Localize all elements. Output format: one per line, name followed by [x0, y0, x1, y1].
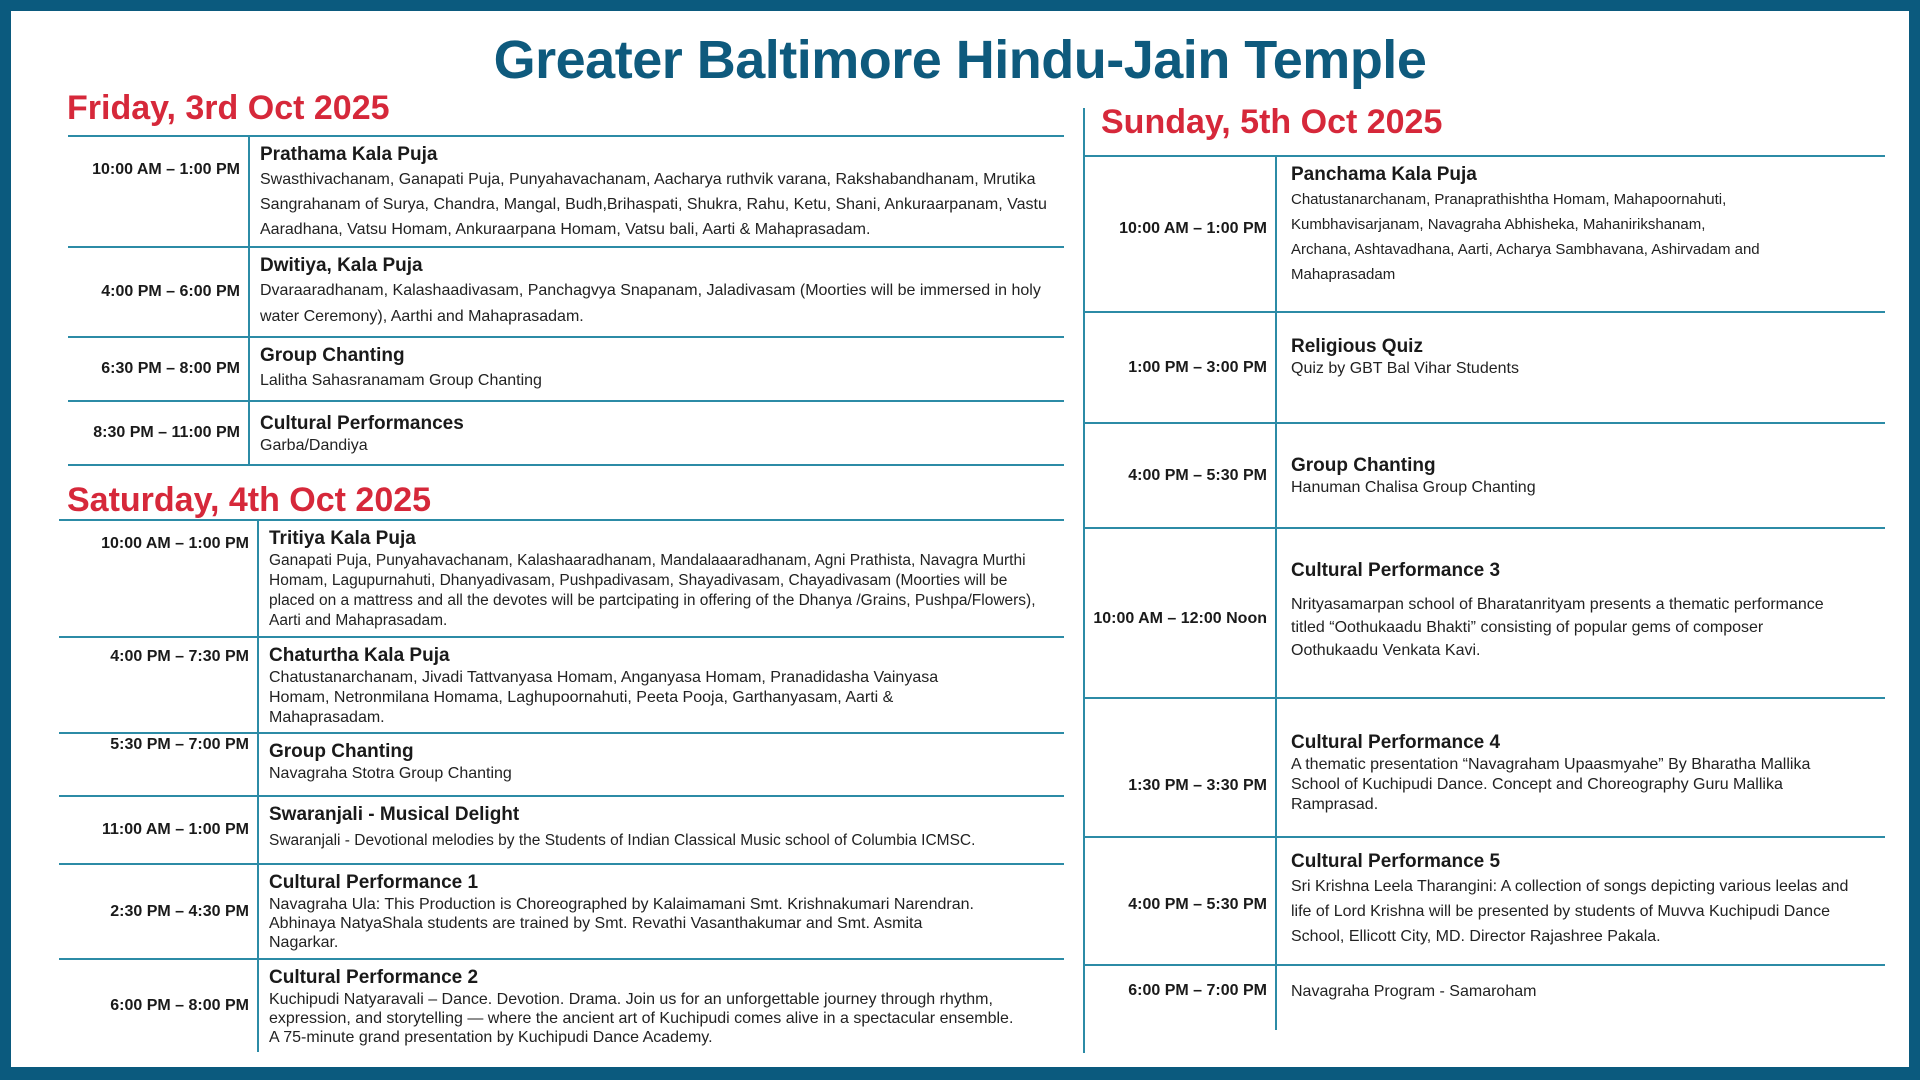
event-time: 4:00 PM – 6:00 PM: [101, 283, 240, 300]
event-title: Dwitiya, Kala Puja: [260, 255, 423, 276]
event-body: [1275, 529, 1885, 697]
event-body: [257, 797, 1064, 863]
event-body: [1275, 157, 1885, 311]
event-time: 6:00 PM – 8:00 PM: [110, 997, 249, 1014]
schedule-row: [1083, 699, 1885, 838]
sunday-schedule: [1083, 155, 1885, 1030]
event-body: [248, 338, 1064, 400]
schedule-row: [59, 865, 1064, 960]
event-title: Cultural Performance 2: [269, 967, 479, 988]
event-body: [248, 402, 1064, 464]
event-description: Swasthivachanam, Ganapati Puja, Punyahavachanam, Aacharya ruthvik varana, Rakshabandhanam, Mrutika Sangrahanam of Surya, Chandra, Mangal, Budh,Brihaspati, Shukra, Rahu, Ketu, Shani, Ankuraarpanam, Vastu Aaradhana, Vatsu Homam, Ankuraarpana Homam, Vatsu bali, Aarti & Mahaprasadam.: [260, 171, 1047, 238]
event-time: 10:00 AM – 1:00 PM: [1119, 220, 1267, 237]
event-title: Cultural Performance 5: [1291, 851, 1501, 872]
event-time: 10:00 AM – 12:00 Noon: [1093, 610, 1267, 627]
schedule-row: [1083, 313, 1885, 424]
event-description: Lalitha Sahasranamam Group Chanting: [260, 372, 542, 389]
event-description: Navagraha Stotra Group Chanting: [269, 765, 512, 782]
schedule-row: [1083, 424, 1885, 529]
schedule-row: [59, 519, 1064, 638]
schedule-row: [59, 638, 1064, 734]
event-body: [1275, 838, 1885, 964]
event-body: [257, 638, 1064, 732]
schedule-row: [68, 248, 1064, 338]
event-time: 6:30 PM – 8:00 PM: [101, 360, 240, 377]
event-title: Panchama Kala Puja: [1291, 164, 1477, 185]
sunday-heading: Sunday, 5th Oct 2025: [1101, 103, 1443, 141]
event-description: Nrityasamarpan school of Bharatanrityam presents a thematic performance titled “Oothukaadu Bhakti” consisting of popular gems of composer Oothukaadu Venkata Kavi.: [1291, 596, 1824, 659]
event-body: [1275, 699, 1885, 836]
schedule-row: [59, 734, 1064, 797]
event-description: Swaranjali - Devotional melodies by the Students of Indian Classical Music school of Columbia ICMSC.: [269, 832, 976, 849]
event-body: [1275, 966, 1885, 1030]
event-time: 4:00 PM – 5:30 PM: [1128, 466, 1267, 484]
schedule-row: [59, 960, 1064, 1052]
event-title: Religious Quiz: [1291, 336, 1423, 357]
event-description: Chatustanarchanam, Jivadi Tattvanyasa Homam, Anganyasa Homam, Pranadidasha Vainyasa Homam, Netronmilana Homama, Laghupoornahuti, Peeta Pooja, Garthanyasam, Aarti & Mahaprasadam.: [269, 669, 939, 726]
event-body: [257, 960, 1064, 1052]
event-description: Navagraha Program - Samaroham: [1291, 983, 1537, 1000]
saturday-heading: Saturday, 4th Oct 2025: [67, 481, 432, 519]
event-description: Navagraha Ula: This Production is Choreographed by Kalaimamani Smt. Krishnakumari Narendran. Abhinaya NatyaShala students are trained by Smt. Revathi Vasanthakumar and Smt. Asmita Nagarkar.: [269, 896, 974, 951]
event-time: 2:30 PM – 4:30 PM: [110, 902, 249, 920]
event-time: 1:00 PM – 3:00 PM: [1128, 358, 1267, 376]
event-body: [257, 521, 1064, 636]
poster: [11, 11, 1909, 1067]
event-body: [248, 248, 1064, 336]
event-description: Sri Krishna Leela Tharangini: A collection of songs depicting various leelas and life of Lord Krishna will be presented by students of Muvva Kuchipudi Dance School, Ellicott City, MD. Director Rajashree Pakala.: [1291, 878, 1849, 945]
event-time: 5:30 PM – 7:00 PM: [110, 736, 249, 753]
event-title: Tritiya Kala Puja: [269, 528, 416, 549]
event-title: Cultural Performance 3: [1291, 560, 1501, 581]
schedule-row: [1083, 155, 1885, 313]
event-time: 1:30 PM – 3:30 PM: [1128, 776, 1267, 794]
event-description: Chatustanarchanam, Pranaprathishtha Homam, Mahapoornahuti, Kumbhavisarjanam, Navagraha Abhisheka, Mahanirikshanam, Archana, Ashtavadhana, Aarti, Acharya Sambhavana, Ashirvadam and Mahaprasadam: [1291, 191, 1760, 283]
event-time: 6:00 PM – 7:00 PM: [1128, 982, 1267, 999]
event-description: Hanuman Chalisa Group Chanting: [1291, 479, 1536, 496]
schedule-row: [1083, 966, 1885, 1030]
event-title: Prathama Kala Puja: [260, 144, 438, 165]
friday-schedule: [68, 135, 1064, 466]
event-time: 8:30 PM – 11:00 PM: [93, 424, 240, 441]
page-title: Greater Baltimore Hindu-Jain Temple: [493, 30, 1427, 90]
event-description: Kuchipudi Natyaravali – Dance. Devotion. Drama. Join us for an unforgettable journey through rhythm, expression, and storytelling — where the ancient art of Kuchipudi comes alive in a spectacular ensemble. A 75-minute grand presentation by Kuchipudi Dance Academy.: [269, 991, 1014, 1046]
schedule-row: [59, 797, 1064, 865]
event-body: [248, 137, 1064, 246]
schedule-row: [68, 135, 1064, 248]
event-time: 10:00 AM – 1:00 PM: [92, 161, 240, 178]
schedule-row: [1083, 529, 1885, 699]
event-body: [257, 734, 1064, 795]
event-time: 10:00 AM – 1:00 PM: [101, 535, 249, 552]
event-time: 4:00 PM – 5:30 PM: [1128, 896, 1267, 913]
event-title: Cultural Performance 4: [1291, 732, 1501, 753]
event-title: Group Chanting: [1291, 455, 1436, 476]
event-title: Cultural Performances: [260, 413, 464, 434]
event-time: 4:00 PM – 7:30 PM: [110, 648, 249, 665]
schedule-row: [68, 402, 1064, 466]
event-description: A thematic presentation “Navagraham Upaasmyahe” By Bharatha Mallika School of Kuchipudi Dance. Concept and Choreography Guru Mallika Ramprasad.: [1291, 756, 1811, 813]
event-title: Group Chanting: [269, 741, 414, 762]
event-time: 11:00 AM – 1:00 PM: [101, 821, 249, 838]
saturday-schedule: [59, 519, 1064, 1052]
event-body: [257, 865, 1064, 958]
event-description: Quiz by GBT Bal Vihar Students: [1291, 360, 1519, 377]
event-title: Group Chanting: [260, 345, 405, 366]
event-description: Ganapati Puja, Punyahavachanam, Kalashaaradhanam, Mandalaaaradhanam, Agni Prathista, Navagra Murthi Homam, Lagupurnahuti, Dhanyadivasam, Pushpadivasam, Shayadivasam, Chayadivasam (Moorties will be placed on a mattress and all the devotes will be partcipating in offering of the Dhanya /Grains, Pushpa/Flowers), Aarti and Mahaprasadam.: [269, 552, 1036, 629]
schedule-row: [1083, 838, 1885, 966]
event-description: Garba/Dandiya: [260, 437, 368, 454]
event-description: Dvaraaradhanam, Kalashaadivasam, Panchagvya Snapanam, Jaladivasam (Moorties will be immersed in holy water Ceremony), Aarthi and Mahaprasadam.: [260, 282, 1041, 325]
event-body: [1275, 424, 1885, 527]
schedule-row: [68, 338, 1064, 402]
event-title: Cultural Performance 1: [269, 872, 479, 893]
event-title: Chaturtha Kala Puja: [269, 645, 450, 666]
event-title: Swaranjali - Musical Delight: [269, 804, 520, 825]
friday-heading: Friday, 3rd Oct 2025: [67, 89, 390, 127]
event-body: [1275, 313, 1885, 422]
